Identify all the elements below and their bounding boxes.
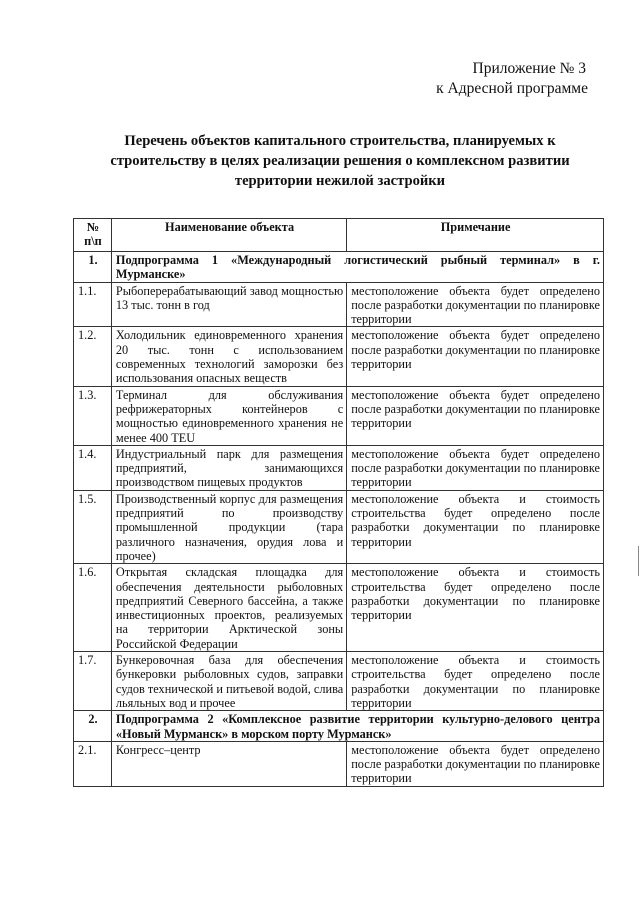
object-name: Бункеровочная база для обеспечения бункеровки рыболовных судов, заправки судов технической и питьевой водой, слива льяльных вод и прочее (111, 652, 346, 711)
document-title: Перечень объектов капитального строительства, планируемых к строительству в целях реализации решения о комплексном развитии территории нежилой застройки (110, 133, 570, 189)
object-note: местоположение объекта будет определено после разработки документации по планировке территории (347, 327, 604, 386)
objects-table (73, 218, 604, 787)
header-note: Примечание (347, 219, 604, 252)
object-name: Холодильник единовременного хранения 20 тыс. тонн с использованием современных технологий заморозки без использования опасных веществ (111, 327, 346, 386)
subprogram-title: Подпрограмма 2 «Комплексное развитие территории культурно-делового центра «Новый Мурманск» в морском порту Мурманск» (111, 711, 603, 742)
table-row (74, 327, 604, 386)
row-number: 1.5. (74, 490, 112, 563)
row-number: 2.1. (74, 741, 112, 786)
object-name: Рыбоперерабатывающий завод мощностью 13 тыс. тонн в год (111, 282, 346, 327)
subprogram-title: Подпрограмма 1 «Международный логистический рыбный терминал» в г. Мурманске» (111, 252, 603, 283)
table-row (74, 490, 604, 563)
header-number: № п\п (74, 219, 112, 252)
appendix-number: Приложение № 3 (472, 60, 586, 77)
object-note: местоположение объекта и стоимость строительства будет определено после разработки документации по планировке территории (347, 564, 604, 652)
object-note: местоположение объекта будет определено после разработки документации по планировке территории (347, 445, 604, 490)
object-note: местоположение объекта и стоимость строительства будет определено после разработки документации по планировке территории (347, 652, 604, 711)
row-number: 1.2. (74, 327, 112, 386)
appendix-label (436, 59, 588, 99)
table-header-row (74, 219, 604, 252)
object-name: Открытая складская площадка для обеспечения деятельности рыболовных предприятий Северного бассейна, а также инвестиционных проектов, реализуемых на территории Арктической зоны Российской Федерации (111, 564, 346, 652)
row-number: 1.1. (74, 282, 112, 327)
table-row (74, 386, 604, 445)
object-name: Конгресс–центр (111, 741, 346, 786)
object-name: Индустриальный парк для размещения предприятий, занимающихся производством пищевых продуктов (111, 445, 346, 490)
object-name: Производственный корпус для размещения предприятий по производству промышленной продукции (тара различного назначения, орудия лова и прочее) (111, 490, 346, 563)
table-body (74, 252, 604, 787)
row-number: 1.6. (74, 564, 112, 652)
object-note: местоположение объекта и стоимость строительства будет определено после разработки документации по планировке территории (347, 490, 604, 563)
subprogram-row (74, 252, 604, 283)
object-note: местоположение объекта будет определено после разработки документации по планировке территории (347, 741, 604, 786)
appendix-reference: к Адресной программе (436, 80, 588, 97)
object-name: Терминал для обслуживания рефрижераторных контейнеров с мощностью единовременного хранения не менее 400 TEU (111, 386, 346, 445)
table-row (74, 564, 604, 652)
table-row (74, 741, 604, 786)
row-number: 1.3. (74, 386, 112, 445)
scan-edge-mark (638, 546, 639, 576)
row-number: 2. (74, 711, 112, 742)
table-row (74, 282, 604, 327)
row-number: 1.4. (74, 445, 112, 490)
object-note: местоположение объекта будет определено после разработки документации по планировке территории (347, 386, 604, 445)
table-row (74, 445, 604, 490)
header-object-name: Наименование объекта (111, 219, 346, 252)
table-row (74, 652, 604, 711)
row-number: 1.7. (74, 652, 112, 711)
subprogram-row (74, 711, 604, 742)
row-number: 1. (74, 252, 112, 283)
object-note: местоположение объекта будет определено после разработки документации по планировке территории (347, 282, 604, 327)
